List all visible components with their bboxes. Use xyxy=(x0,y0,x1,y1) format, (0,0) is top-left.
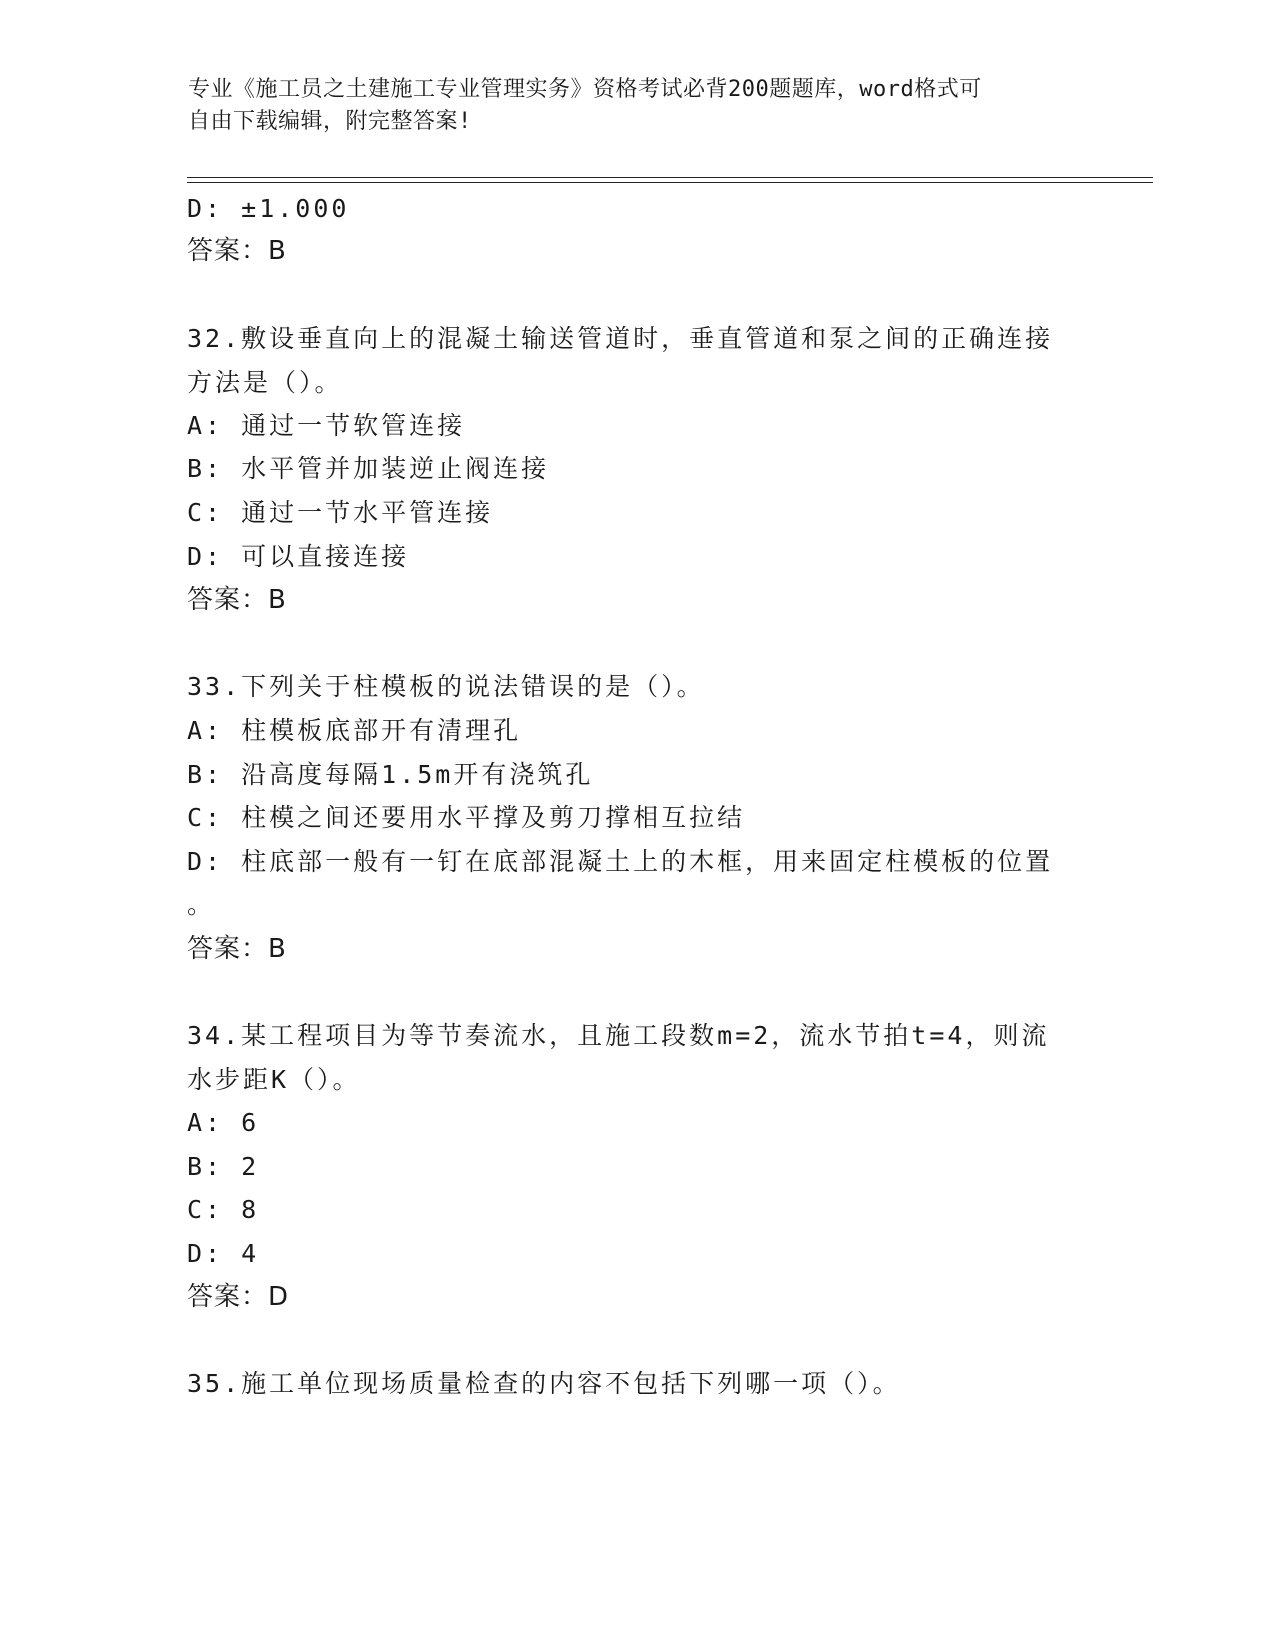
q31-answer: 答案：B xyxy=(187,236,287,266)
q34-option-c: C: 8 xyxy=(187,1195,260,1224)
q32-option-d: D: 可以直接连接 xyxy=(187,542,410,571)
q33-option-c: C: 柱模之间还要用水平撑及剪刀撑相互拉结 xyxy=(187,803,746,832)
header-rule-top xyxy=(187,177,1153,178)
q33-option-a: A: 柱模板底部开有清理孔 xyxy=(187,716,522,745)
q32-option-c: C: 通过一节水平管连接 xyxy=(187,498,494,527)
q34-option-a: A: 6 xyxy=(187,1108,260,1137)
q32-stem-line-1: 32.敷设垂直向上的混凝土输送管道时，垂直管道和泵之间的正确连接 xyxy=(187,324,1054,353)
q32-stem-line-2: 方法是（）。 xyxy=(187,368,343,397)
header-line-1: 专业《施工员之土建施工专业管理实务》资格考试必背200题题库，word格式可 xyxy=(188,77,982,102)
document-header xyxy=(188,74,1068,138)
q34-option-b: B: 2 xyxy=(187,1152,260,1181)
q35-stem-line-1: 35.施工单位现场质量检查的内容不包括下列哪一项（）。 xyxy=(187,1369,901,1398)
q34-stem-line-1: 34.某工程项目为等节奏流水，且施工段数m=2，流水节拍t=4，则流 xyxy=(187,1021,1050,1050)
q33-option-d-line-2: 。 xyxy=(187,890,216,919)
q31-option-d: D: ±1.000 xyxy=(187,194,350,223)
q33-answer: 答案：B xyxy=(187,934,287,964)
q33-stem-line-1: 33.下列关于柱模板的说法错误的是（）。 xyxy=(187,672,705,701)
q33-option-d-line-1: D: 柱底部一般有一钉在底部混凝土上的木框，用来固定柱模板的位置 xyxy=(187,847,1054,876)
q34-option-d: D: 4 xyxy=(187,1239,260,1268)
q34-stem-line-2: 水步距K（）。 xyxy=(187,1065,361,1094)
q33-option-b: B: 沿高度每隔1.5m开有浇筑孔 xyxy=(187,760,594,789)
header-line-2: 自由下载编辑，附完整答案! xyxy=(188,109,472,134)
header-rule-bottom xyxy=(187,182,1153,183)
q32-option-a: A: 通过一节软管连接 xyxy=(187,411,466,440)
q34-answer: 答案：D xyxy=(187,1282,290,1312)
q32-option-b: B: 水平管并加装逆止阀连接 xyxy=(187,454,550,483)
q32-answer: 答案：B xyxy=(187,585,287,615)
